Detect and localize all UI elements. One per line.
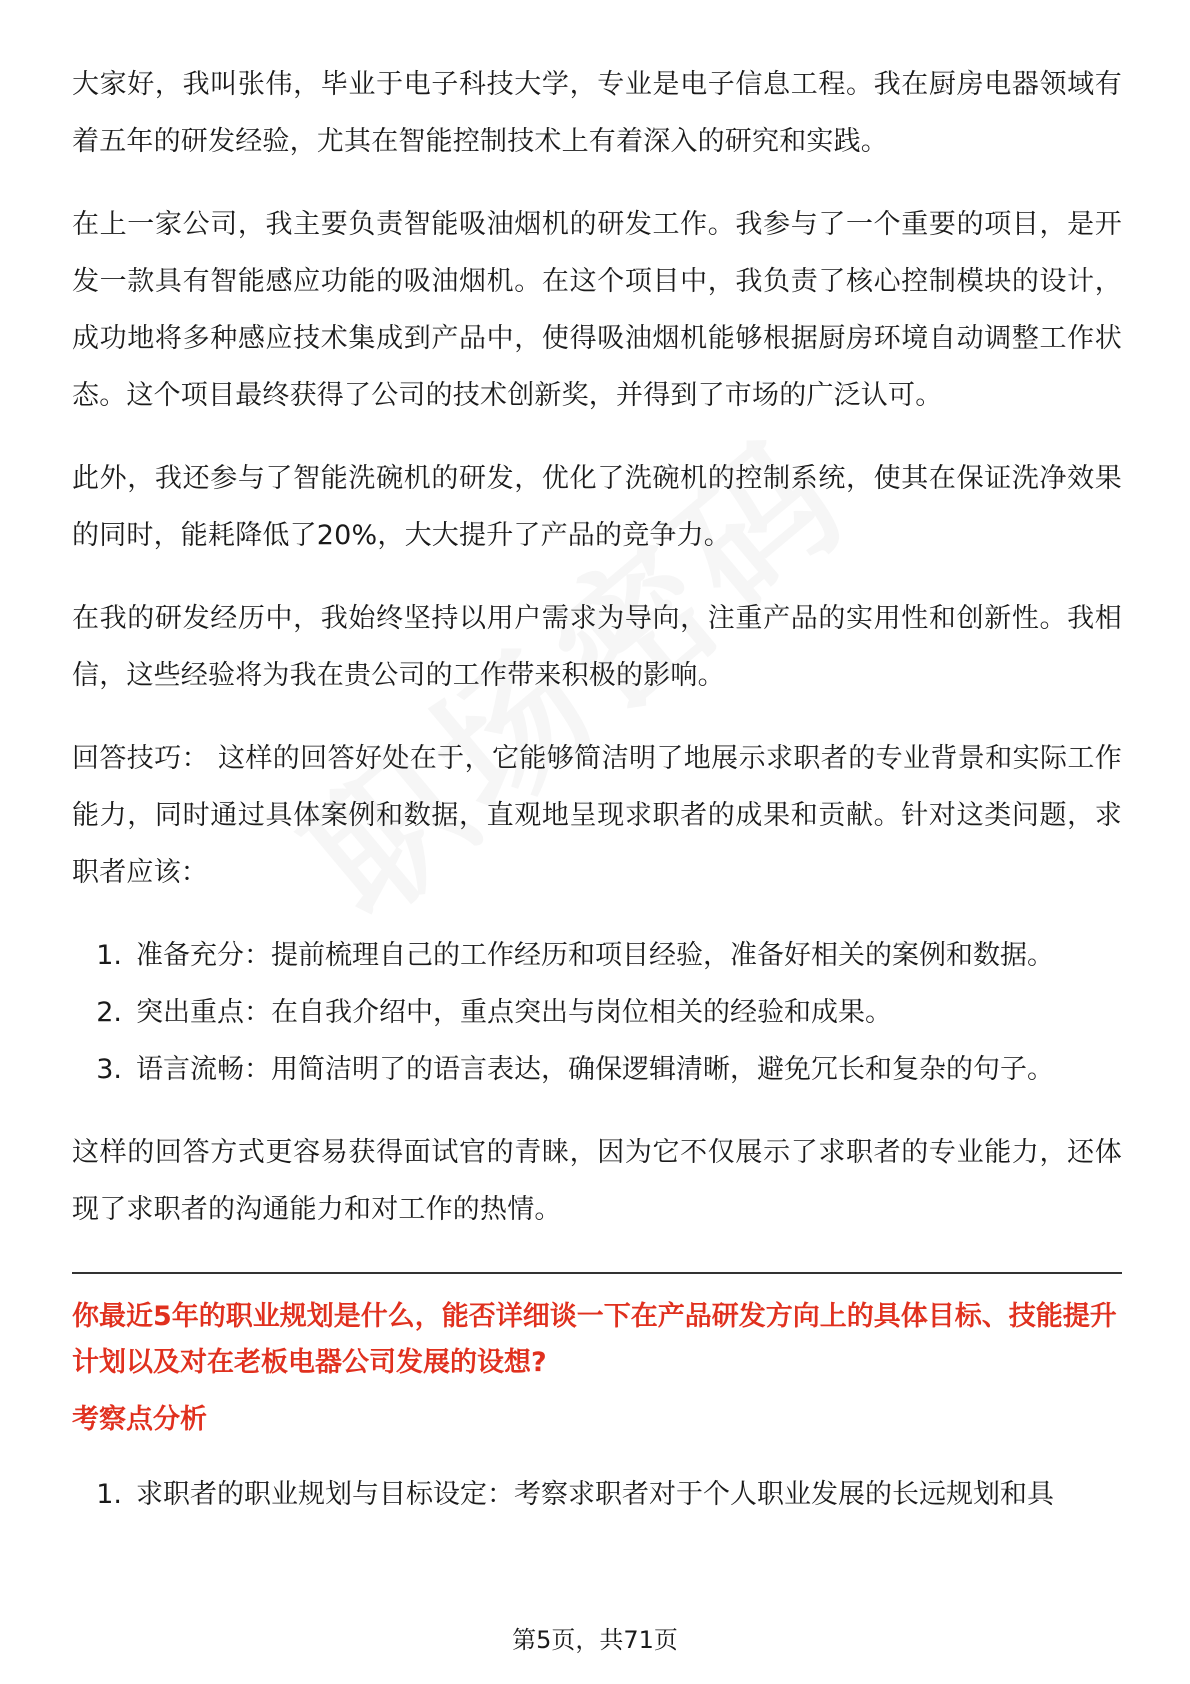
list-text: 求职者的职业规划与目标设定：考察求职者对于个人职业发展的长远规划和具 (136, 1479, 1054, 1510)
page-footer: 第5页，共71页 (512, 1626, 678, 1654)
paragraph-project: 在上一家公司，我主要负责智能吸油烟机的研发工作。我参与了一个重要的项目，是开发一款具有智能感应功能的吸油烟机。在这个项目中，我负责了核心控制模块的设计，成功地将多种感应技术集成到产品中，使得吸油烟机能够根据厨房环境自动调整工作状态。这个项目最终获得了公司的技术创新奖，并得到了市场的广泛认可。 (72, 209, 1122, 411)
list-number: 1. (96, 940, 122, 971)
paragraph-answer-tips: 回答技巧： 这样的回答好处在于，它能够简洁明了地展示求职者的专业背景和实际工作能力，同时通过具体案例和数据，直观地呈现求职者的成果和贡献。针对这类问题，求职者应该： (72, 743, 1122, 888)
list-number: 2. (96, 997, 122, 1028)
list-text: 准备充分：提前梳理自己的工作经历和项目经验，准备好相关的案例和数据。 (136, 940, 1054, 971)
analysis-heading: 考察点分析 (72, 1404, 207, 1435)
list-number: 3. (96, 1054, 122, 1085)
tips-list (72, 927, 1122, 1098)
list-item (72, 1041, 1122, 1098)
analysis-list (72, 1466, 1122, 1523)
paragraph-dishwasher: 此外，我还参与了智能洗碗机的研发，优化了洗碗机的控制系统，使其在保证洗净效果的同时，能耗降低了20%，大大提升了产品的竞争力。 (72, 463, 1122, 551)
section-divider (72, 1272, 1122, 1274)
list-item (72, 984, 1122, 1041)
list-text: 突出重点：在自我介绍中，重点突出与岗位相关的经验和成果。 (136, 997, 892, 1028)
paragraph-closing: 这样的回答方式更容易获得面试官的青睐，因为它不仅展示了求职者的专业能力，还体现了求职者的沟通能力和对工作的热情。 (72, 1137, 1122, 1225)
list-item (72, 1466, 1122, 1523)
paragraph-intro: 大家好，我叫张伟，毕业于电子科技大学，专业是电子信息工程。我在厨房电器领域有着五年的研发经验，尤其在智能控制技术上有着深入的研究和实践。 (72, 69, 1122, 157)
question-heading: 你最近5年的职业规划是什么，能否详细谈一下在产品研发方向上的具体目标、技能提升计划以及对在老板电器公司发展的设想? (72, 1301, 1117, 1378)
list-item (72, 927, 1122, 984)
list-number: 1. (96, 1479, 122, 1510)
list-text: 语言流畅：用简洁明了的语言表达，确保逻辑清晰，避免冗长和复杂的句子。 (136, 1054, 1054, 1085)
paragraph-summary: 在我的研发经历中，我始终坚持以用户需求为导向，注重产品的实用性和创新性。我相信，这些经验将为我在贵公司的工作带来积极的影响。 (72, 603, 1122, 691)
document-body (72, 56, 1122, 1549)
